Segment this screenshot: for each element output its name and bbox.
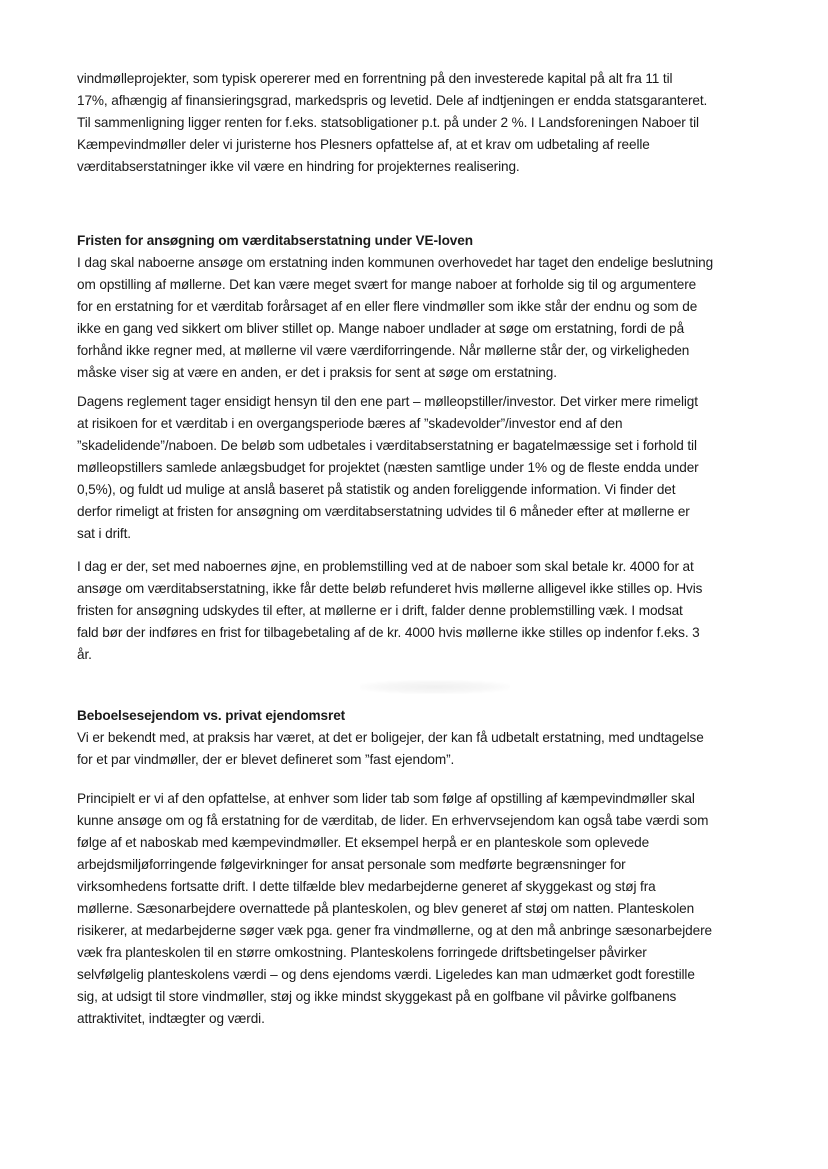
section-property (77, 705, 757, 771)
text-line: virksomhedens fortsatte drift. I dette tilfælde blev medarbejderne generet af skyggekast og støj fra (77, 879, 656, 894)
text-line: I dag skal naboerne ansøge om erstatning inden kommunen overhovedet har taget den endelige beslutning (77, 255, 714, 270)
intro-paragraph (77, 68, 757, 178)
scan-smudge (360, 680, 510, 694)
text-line: mølleopstillers samlede anlægsbudget for projektet (næsten samtlige under 1% og de fleste endda under (77, 460, 699, 475)
text-line: ansøge om værditabserstatning, ikke får dette beløb refunderet hvis møllerne alligevel ikke stilles op. Hvis (77, 581, 703, 596)
text-line: ”skadelidende”/naboen. De beløb som udbetales i værditabserstatning er bagatelmæssige set i forhold til (77, 438, 697, 453)
text-line: Til sammenligning ligger renten for f.eks. statsobligationer p.t. på under 2 %. I Landsforeningen Naboer til (77, 115, 699, 130)
text-line: følge af et naboskab med kæmpevindmøller. Et eksempel herpå er en planteskole som oplevede (77, 835, 650, 850)
text-line: vindmølleprojekter, som typisk opererer med en forrentning på den investerede kapital på alt fra 11 til (77, 71, 673, 86)
paragraph (77, 788, 757, 1030)
text-line: fald bør der indføres en frist for tilbagebetaling af de kr. 4000 hvis møllerne ikke stilles op indenfor f.eks. 3 (77, 625, 700, 640)
text-line: for en erstatning for et værditab forårsaget af en eller flere vindmøller som ikke står der endnu og som de (77, 299, 698, 314)
text-line: væk fra planteskolen til en større omkostning. Planteskolens forringede driftsbetingelser påvirker (77, 945, 647, 960)
text-line: møllerne. Sæsonarbejdere overnattede på planteskolen, og blev generet af støj om natten. Planteskolen (77, 901, 695, 916)
text-line: 17%, afhængig af finansieringsgrad, markedspris og levetid. Dele af indtjeningen er endda statsgaranteret. (77, 93, 708, 108)
text-line: arbejdsmiljøforringende følgevirkninger for ansat personale som medførte begrænsninger for (77, 857, 626, 872)
section-heading: Fristen for ansøgning om værditabserstatning under VE-loven (77, 233, 473, 248)
text-line: attraktivitet, indtægter og værdi. (77, 1011, 265, 1026)
text-line: Principielt er vi af den opfattelse, at enhver som lider tab som følge af opstilling af kæmpevindmøller skal (77, 791, 695, 806)
text-line: år. (77, 647, 92, 662)
text-line: kunne ansøge om og få erstatning for de værditab, de lider. En erhvervsejendom kan også tabe værdi som (77, 813, 709, 828)
text-line: 0,5%), og fuldt ud mulige at anslå baseret på statistik og anden foreliggende information. Vi finder det (77, 482, 676, 497)
text-line: risikerer, at medarbejderne søger væk pga. gener fra vindmøllerne, og at den må anbringe sæsonarbejdere (77, 923, 712, 938)
text-line: I dag er der, set med naboernes øjne, en problemstilling ved at de naboer som skal betale kr. 4000 for at (77, 559, 694, 574)
text-line: Dagens reglement tager ensidigt hensyn til den ene part – mølleopstiller/investor. Det virker mere rimeligt (77, 394, 698, 409)
text-line: måske viser sig at være en anden, er det i praksis for sent at søge om erstatning. (77, 365, 557, 380)
section-heading: Beboelsesejendom vs. privat ejendomsret (77, 708, 346, 723)
text-line: Vi er bekendt med, at praksis har været, at det er boligejer, der kan få udbetalt erstatning, med undtagelse (77, 730, 704, 745)
text-line: Kæmpevindmøller deler vi juristerne hos Plesners opfattelse af, at et krav om udbetaling af reelle (77, 137, 650, 152)
paragraph (77, 391, 757, 545)
text-line: at risikoen for et værditab i en overgangsperiode bæres af ”skadevolder”/investor end af den (77, 416, 623, 431)
text-line: for et par vindmøller, der er blevet defineret som ”fast ejendom”. (77, 752, 455, 767)
text-line: sig, at udsigt til store vindmøller, støj og ikke mindst skyggekast på en golfbane vil påvirke golfbanens (77, 989, 677, 1004)
text-line: ikke en gang ved sikkert om bliver stillet op. Mange naboer undlader at søge om erstatning, fordi de på (77, 321, 685, 336)
section-deadline (77, 230, 757, 384)
text-line: om opstilling af møllerne. Det kan være meget svært for mange naboer at forholde sig til og argumentere (77, 277, 697, 292)
text-line: derfor rimeligt at fristen for ansøgning om værditabserstatning udvides til 6 måneder efter at møllerne er (77, 504, 690, 519)
text-line: fristen for ansøgning udskydes til efter, at møllerne er i drift, falder denne problemstilling væk. I modsat (77, 603, 683, 618)
text-line: forhånd ikke regner med, at møllerne vil være værdiforringende. Når møllerne står der, og virkeligheden (77, 343, 690, 358)
paragraph (77, 556, 757, 666)
text-line: sat i drift. (77, 526, 131, 541)
text-line: selvfølgelig planteskolens værdi – og dens ejendoms værdi. Ligeledes kan man udmærket godt forestille (77, 967, 695, 982)
text-line: værditabserstatninger ikke vil være en hindring for projekternes realisering. (77, 159, 520, 174)
